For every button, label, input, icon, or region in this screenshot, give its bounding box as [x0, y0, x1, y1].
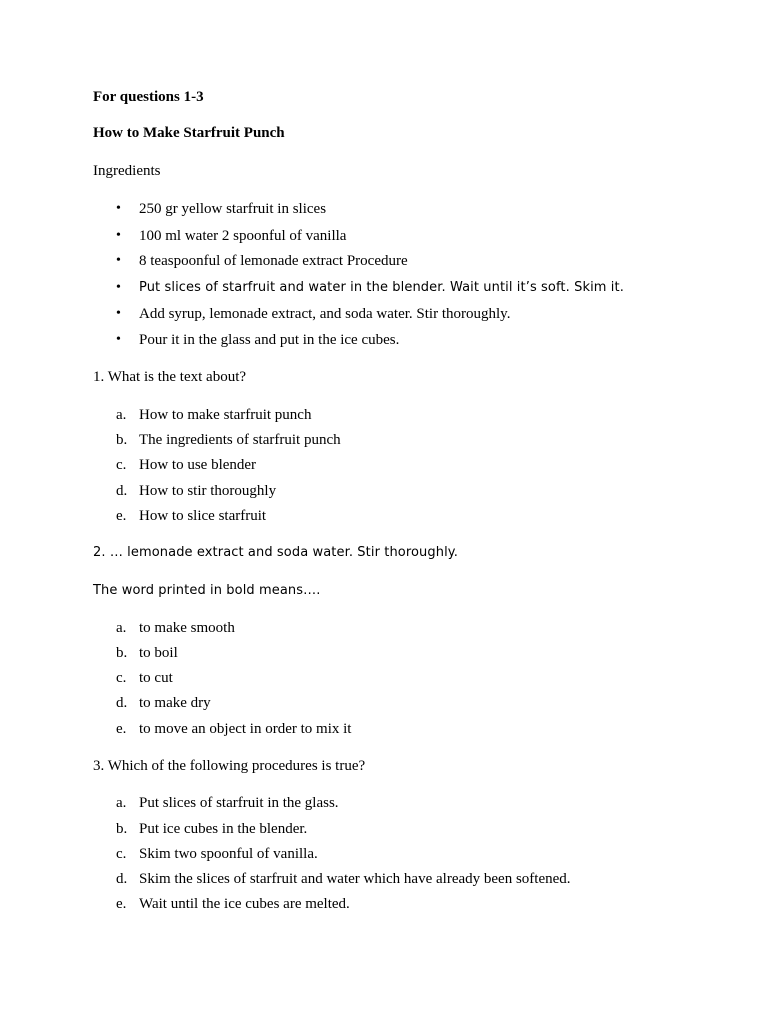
option-text: Wait until the ice cubes are melted. — [139, 896, 350, 912]
procedure-text: Put slices of starfruit and water in the blender. Wait until it’s soft. Skim it. — [139, 280, 624, 295]
bullet-icon: • — [116, 201, 121, 216]
option-letter: a. — [116, 620, 127, 636]
option-letter: b. — [116, 432, 128, 448]
bullet-icon: • — [116, 332, 121, 347]
option-text: How to stir thoroughly — [139, 483, 277, 499]
option-text: How to use blender — [139, 457, 257, 473]
option-text: to make dry — [139, 695, 211, 711]
option-letter: d. — [116, 871, 128, 887]
option-text: to move an object in order to mix it — [139, 721, 352, 737]
question-2: 2. … lemonade extract and soda water. Stir thoroughly. — [93, 545, 458, 560]
option-text: to boil — [139, 645, 178, 661]
question-2-prompt: The word printed in bold means…. — [93, 583, 321, 598]
option-letter: e. — [116, 508, 127, 524]
ingredient-text: 100 ml water 2 spoonful of vanilla — [139, 228, 347, 244]
procedure-text: Pour it in the glass and put in the ice cubes. — [139, 332, 400, 348]
option-text: The ingredients of starfruit punch — [139, 432, 341, 448]
option-letter: c. — [116, 457, 127, 473]
option-letter: d. — [116, 695, 128, 711]
bullet-icon: • — [116, 228, 121, 243]
ingredients-label: Ingredients — [93, 163, 161, 179]
option-letter: b. — [116, 645, 128, 661]
option-text: Put ice cubes in the blender. — [139, 821, 308, 837]
option-letter: c. — [116, 846, 127, 862]
procedure-text: Add syrup, lemonade extract, and soda water. Stir thoroughly. — [139, 306, 511, 322]
recipe-title: How to Make Starfruit Punch — [93, 125, 285, 141]
option-letter: c. — [116, 670, 127, 686]
option-text: Skim the slices of starfruit and water which have already been softened. — [139, 871, 571, 887]
option-text: Skim two spoonful of vanilla. — [139, 846, 318, 862]
ingredient-text: 250 gr yellow starfruit in slices — [139, 201, 327, 217]
option-letter: d. — [116, 483, 128, 499]
option-letter: b. — [116, 821, 128, 837]
question-1: 1. What is the text about? — [93, 369, 247, 385]
option-letter: a. — [116, 795, 127, 811]
option-letter: e. — [116, 721, 127, 737]
option-text: How to make starfruit punch — [139, 407, 312, 423]
ingredient-text: 8 teaspoonful of lemonade extract Procedure — [139, 253, 408, 269]
option-letter: e. — [116, 896, 127, 912]
bullet-icon: • — [116, 280, 121, 295]
option-letter: a. — [116, 407, 127, 423]
bullet-icon: • — [116, 306, 121, 321]
option-text: Put slices of starfruit in the glass. — [139, 795, 339, 811]
option-text: How to slice starfruit — [139, 508, 267, 524]
question-3: 3. Which of the following procedures is true? — [93, 758, 366, 774]
for-questions-heading: For questions 1-3 — [93, 89, 204, 105]
option-text: to cut — [139, 670, 173, 686]
bullet-icon: • — [116, 253, 121, 268]
option-text: to make smooth — [139, 620, 235, 636]
